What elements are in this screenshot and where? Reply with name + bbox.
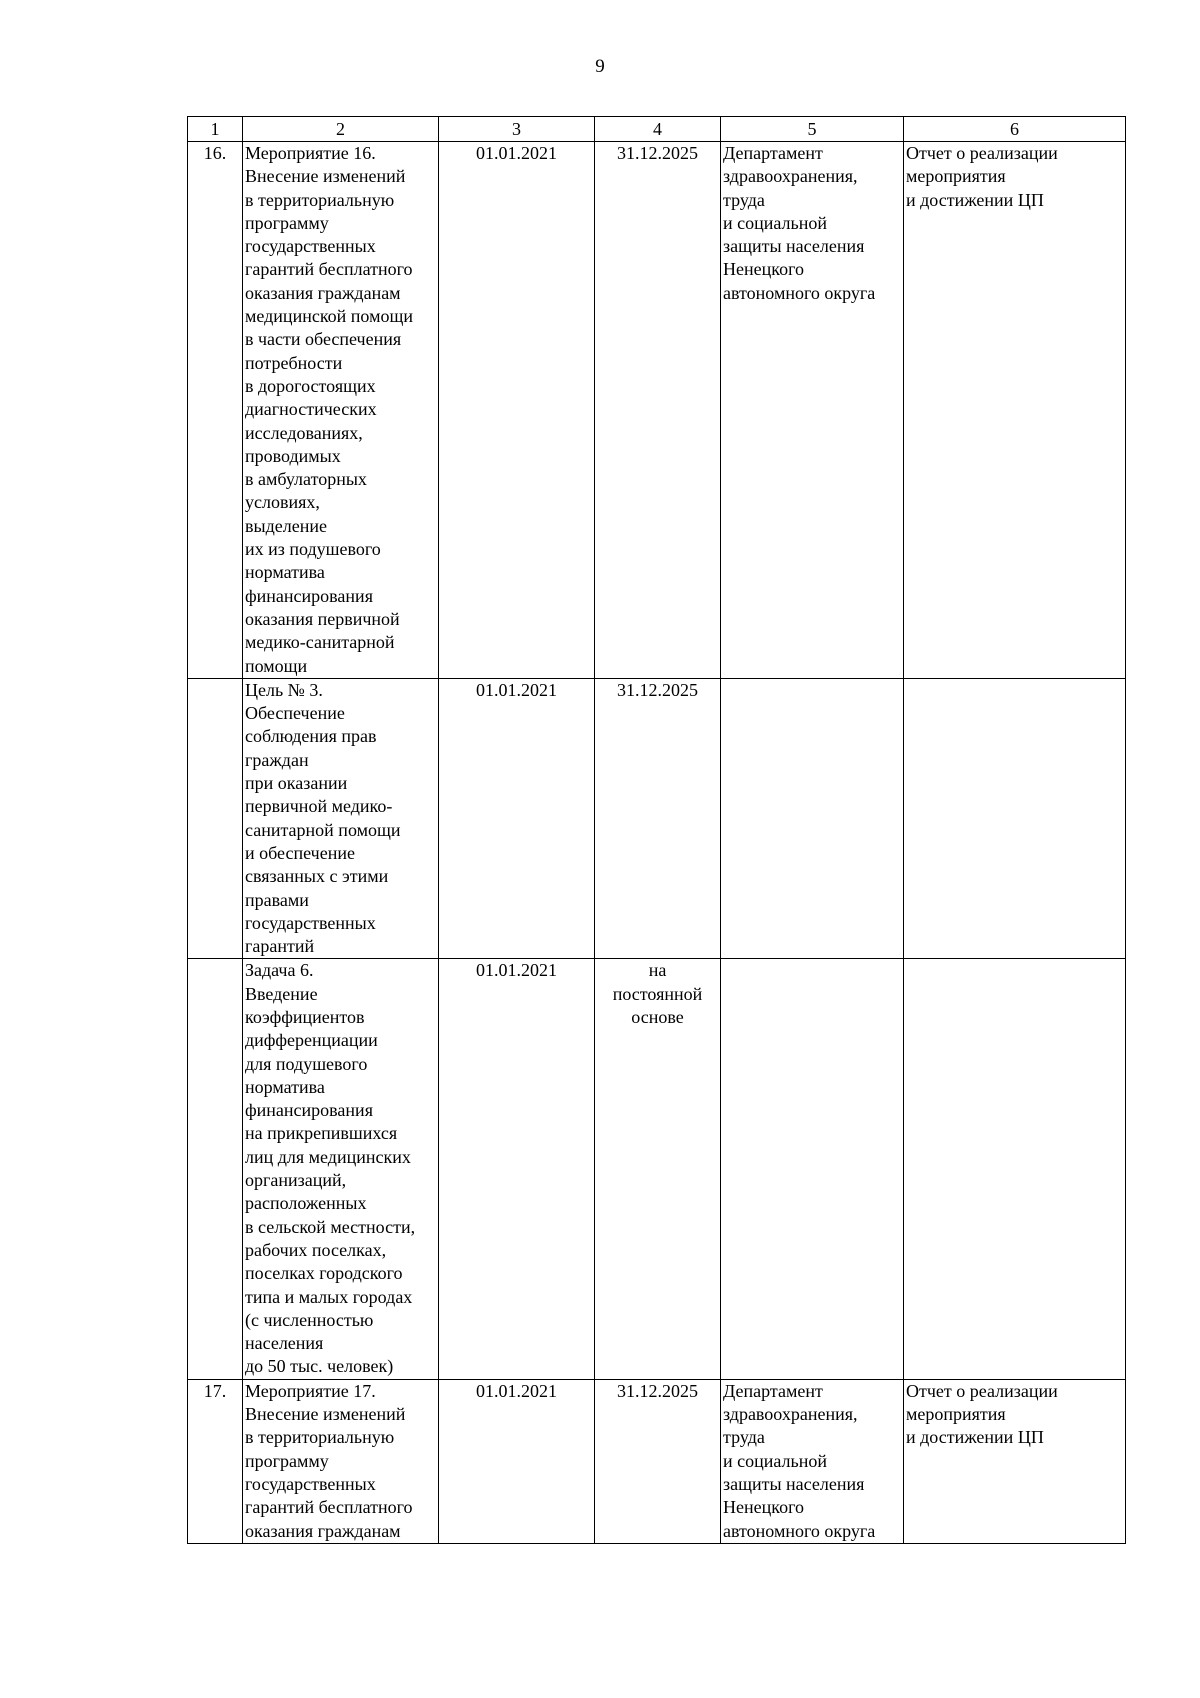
description-cell-line: Введение (245, 983, 318, 1004)
responsible-cell-line: автономного округа (723, 282, 876, 303)
responsible-cell-line: и социальной (723, 212, 827, 233)
description-cell-line: Мероприятие 16. (245, 143, 376, 163)
description-cell-line: на прикрепившихся (245, 1123, 398, 1144)
description-cell-line: до 50 тыс. человек) (245, 1356, 394, 1377)
description-cell-line: оказания гражданам (245, 1520, 401, 1541)
row-number-cell (188, 959, 243, 1379)
description-cell-line: их из подушевого (245, 539, 381, 560)
description-cell (243, 678, 439, 959)
description-cell-line: первичной медико- (245, 796, 393, 817)
responsible-cell-line: Ненецкого (723, 259, 805, 280)
description-cell-line: государственных (245, 236, 376, 257)
column-header: 5 (721, 117, 904, 142)
responsible-cell-line: здравоохранения, (723, 166, 858, 187)
end-date-cell (595, 142, 721, 679)
table-row (188, 678, 1126, 959)
row-number-cell: 16. (188, 142, 243, 679)
end-date-cell (595, 1379, 721, 1543)
description-cell-line: финансирования (245, 1100, 373, 1121)
result-cell (904, 1379, 1126, 1543)
description-cell-line: гарантий бесплатного (245, 259, 413, 280)
table-row (188, 959, 1126, 1379)
end-date-cell-line: 31.12.2025 (617, 143, 698, 163)
end-date-cell-line: постоянной (612, 983, 703, 1004)
description-cell-line: связанных с этими (245, 866, 389, 887)
description-cell-line: потребности (245, 352, 343, 373)
description-cell-line: соблюдения прав (245, 726, 377, 747)
description-cell-line: и обеспечение (245, 842, 355, 863)
description-cell-line: санитарной помощи (245, 819, 401, 840)
end-date-cell (595, 678, 721, 959)
description-cell-line: (с численностью (245, 1309, 374, 1330)
description-cell-line: государственных (245, 1473, 376, 1494)
description-cell-line: расположенных (245, 1193, 367, 1214)
end-date-cell (595, 959, 721, 1379)
result-cell-line: и достижении ЦП (906, 1427, 1044, 1448)
description-cell-line: Внесение изменений (245, 1404, 406, 1425)
responsible-cell-line: труда (723, 189, 765, 210)
description-cell-line: Обеспечение (245, 703, 345, 724)
description-cell-line: норматива (245, 1076, 325, 1097)
description-cell-line: гарантий бесплатного (245, 1497, 413, 1518)
responsible-cell (721, 959, 904, 1379)
table-row (188, 142, 1126, 679)
result-cell-line: и достижении ЦП (906, 189, 1044, 210)
responsible-cell (721, 678, 904, 959)
description-cell-line: помощи (245, 655, 308, 676)
description-cell-line: проводимых (245, 445, 341, 466)
result-cell-line: Отчет о реализации (906, 143, 1058, 163)
start-date-cell: 01.01.2021 (439, 959, 595, 1379)
column-header: 6 (904, 117, 1126, 142)
description-cell-line: в части обеспечения (245, 329, 402, 350)
column-header: 4 (595, 117, 721, 142)
description-cell-line: рабочих поселках, (245, 1239, 387, 1260)
table-header-row (188, 117, 1126, 142)
activities-table (187, 116, 1126, 1544)
description-cell-line: медицинской помощи (245, 306, 413, 327)
description-cell-line: финансирования (245, 585, 373, 606)
page-number: 9 (595, 56, 605, 77)
description-cell-line: коэффициентов (245, 1006, 365, 1027)
responsible-cell (721, 1379, 904, 1543)
responsible-cell-line: здравоохранения, (723, 1404, 858, 1425)
description-cell-line: типа и малых городах (245, 1286, 413, 1307)
responsible-cell-line: автономного округа (723, 1520, 876, 1541)
responsible-cell-line: Департамент (723, 143, 823, 163)
description-cell-line: государственных (245, 912, 376, 933)
description-cell-line: медико-санитарной (245, 632, 395, 653)
end-date-cell-line: 31.12.2025 (617, 679, 698, 700)
description-cell (243, 142, 439, 679)
result-cell-line: мероприятия (906, 1404, 1006, 1425)
description-cell-line: граждан (245, 749, 309, 770)
description-cell-line: оказания первичной (245, 608, 400, 629)
responsible-cell-line: защиты населения (723, 236, 865, 257)
responsible-cell-line: и социальной (723, 1450, 827, 1471)
description-cell-line: программу (245, 212, 329, 233)
result-cell (904, 142, 1126, 679)
column-header: 1 (188, 117, 243, 142)
responsible-cell-line: защиты населения (723, 1473, 865, 1494)
description-cell-line: организаций, (245, 1170, 347, 1191)
description-cell-line: населения (245, 1333, 324, 1354)
description-cell-line: выделение (245, 515, 327, 536)
responsible-cell-line: Ненецкого (723, 1497, 805, 1518)
description-cell-line: правами (245, 889, 309, 910)
end-date-cell-line: основе (631, 1006, 684, 1027)
end-date-cell-line: на (648, 960, 667, 981)
description-cell-line: условиях, (245, 492, 320, 513)
description-cell-line: в территориальную (245, 1427, 395, 1448)
description-cell-line: диагностических (245, 399, 377, 420)
result-cell (904, 959, 1126, 1379)
description-cell-line: норматива (245, 562, 325, 583)
start-date-cell: 01.01.2021 (439, 678, 595, 959)
column-header: 3 (439, 117, 595, 142)
description-cell (243, 959, 439, 1379)
end-date-cell-line: 31.12.2025 (617, 1380, 698, 1401)
start-date-cell: 01.01.2021 (439, 1379, 595, 1543)
start-date-cell: 01.01.2021 (439, 142, 595, 679)
description-cell-line: Цель № 3. (245, 679, 323, 700)
responsible-cell-line: труда (723, 1427, 765, 1448)
description-cell-line: исследованиях, (245, 422, 363, 443)
description-cell-line: Мероприятие 17. (245, 1380, 376, 1401)
description-cell-line: Задача 6. (245, 960, 314, 981)
description-cell-line: в амбулаторных (245, 469, 367, 490)
responsible-cell (721, 142, 904, 679)
column-header: 2 (243, 117, 439, 142)
description-cell-line: дифференциации (245, 1030, 378, 1051)
description-cell-line: оказания гражданам (245, 282, 401, 303)
result-cell-line: Отчет о реализации (906, 1380, 1058, 1401)
table-row (188, 1379, 1126, 1543)
row-number-cell: 17. (188, 1379, 243, 1543)
result-cell-line: мероприятия (906, 166, 1006, 187)
description-cell-line: гарантий (245, 936, 315, 957)
result-cell (904, 678, 1126, 959)
row-number-cell (188, 678, 243, 959)
description-cell-line: лиц для медицинских (245, 1146, 411, 1167)
description-cell-line: поселках городского (245, 1263, 403, 1284)
description-cell-line: в дорогостоящих (245, 375, 376, 396)
description-cell-line: программу (245, 1450, 329, 1471)
description-cell-line: Внесение изменений (245, 166, 406, 187)
description-cell-line: в территориальную (245, 189, 395, 210)
description-cell (243, 1379, 439, 1543)
description-cell-line: для подушевого (245, 1053, 368, 1074)
responsible-cell-line: Департамент (723, 1380, 823, 1401)
description-cell-line: в сельской местности, (245, 1216, 416, 1237)
description-cell-line: при оказании (245, 773, 348, 794)
